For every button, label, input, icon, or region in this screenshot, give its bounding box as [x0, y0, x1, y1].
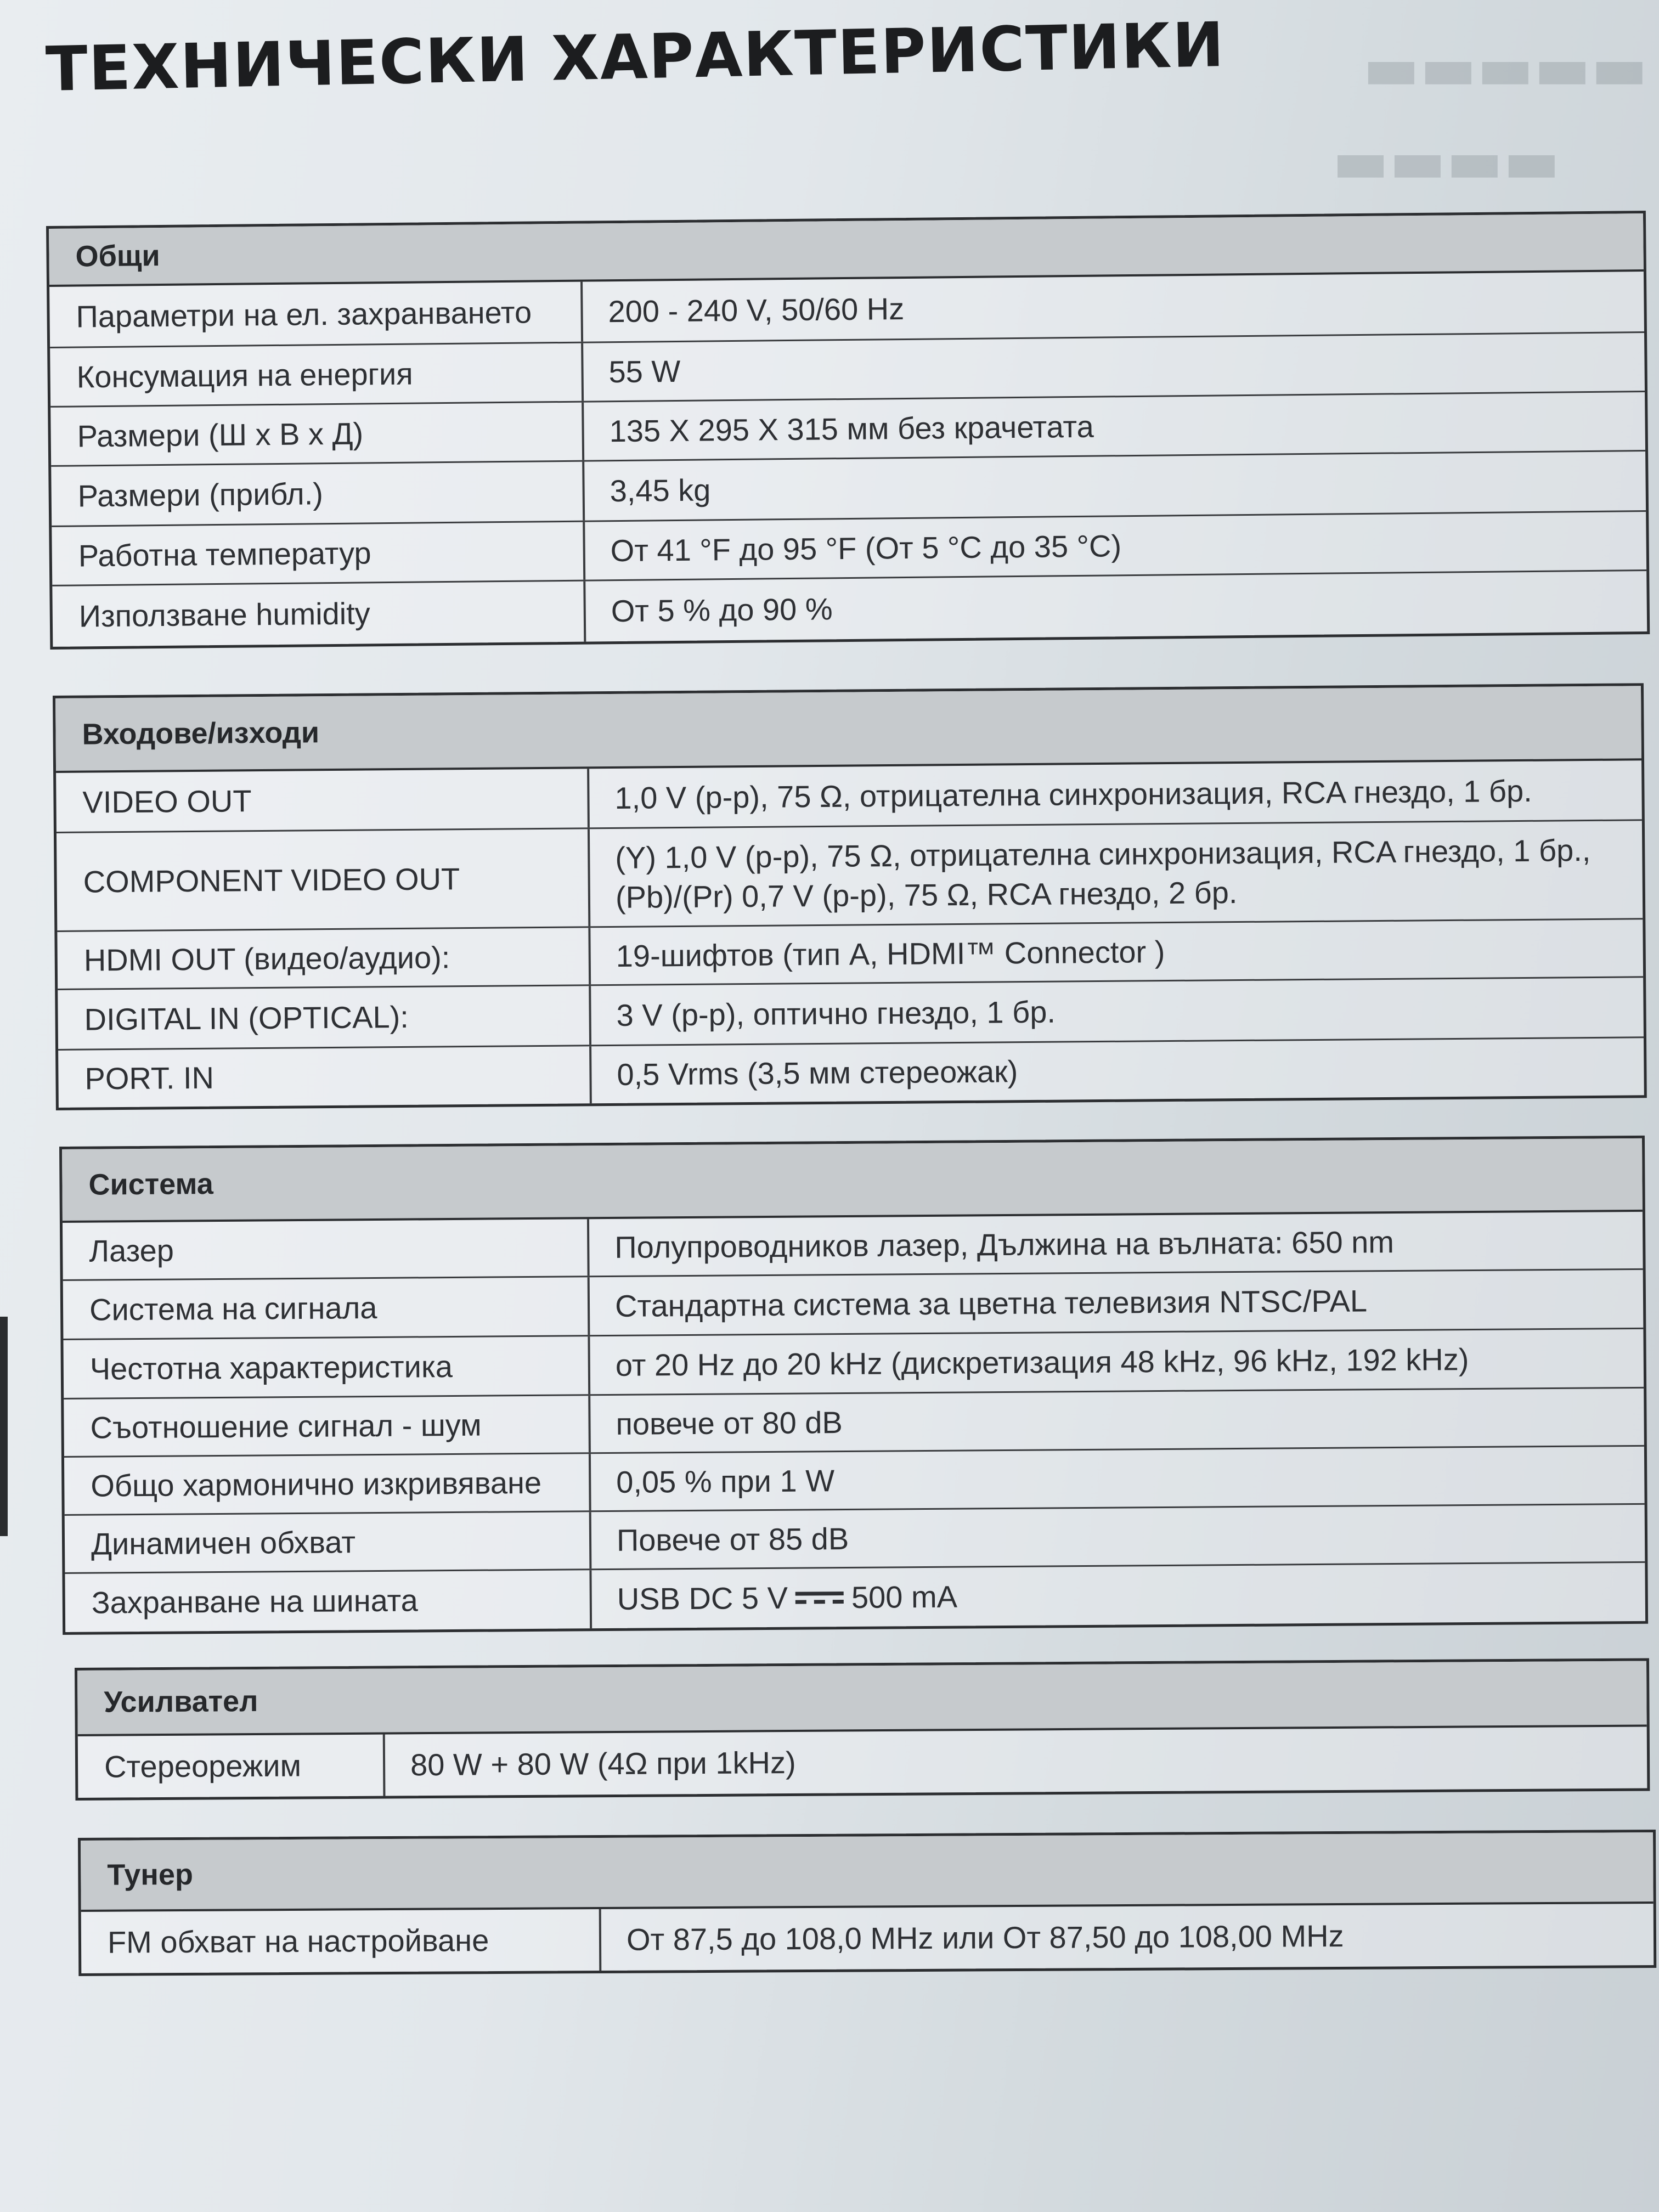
spec-section-tuner	[78, 1830, 1656, 1976]
row-value: Полупроводников лазер, Дължина на вълната: 650 nm	[614, 1224, 1395, 1265]
row-value: 3,45 kg	[610, 472, 711, 508]
row-value: 0,05 % при 1 W	[616, 1463, 835, 1499]
page-title: ТЕХНИЧЕСКИ ХАРАКТЕРИСТИКИ	[45, 9, 1226, 105]
row-label: Размери (Ш x В x Д)	[50, 403, 584, 465]
row-label: Параметри на ел. захранването	[49, 282, 583, 347]
row-value: 200 - 240 V, 50/60 Hz	[608, 291, 905, 329]
table-row	[58, 1038, 1644, 1108]
row-value: Повече от 85 dB	[616, 1521, 849, 1558]
table-row	[65, 1563, 1645, 1632]
page-edge-tab	[0, 1317, 8, 1536]
table-row	[81, 1904, 1654, 1973]
row-label: Стереорежим	[78, 1735, 386, 1798]
row-value: (Y) 1,0 V (p-p), 75 Ω, отрицателна синхронизация, RCA гнездо, 1 бр., (Pb)/(Pr) 0,7 V (p-p), 75 Ω, RCA гнездо, 2 бр.	[615, 832, 1591, 915]
row-value: от 20 Hz до 20 kHz (дискретизация 48 kHz, 96 kHz, 192 kHz)	[615, 1341, 1469, 1383]
row-value	[591, 1563, 1645, 1628]
row-label: Динамичен обхват	[65, 1512, 592, 1572]
row-value: 135 X 295 X 315 мм без крачетата	[609, 409, 1094, 448]
row-label: COMPONENT VIDEO OUT	[57, 829, 590, 930]
spec-section-system	[59, 1136, 1648, 1635]
section-header: Система	[62, 1138, 1643, 1223]
row-label: Консумация на енергия	[50, 343, 584, 406]
table-row	[57, 821, 1643, 932]
row-label: VIDEO OUT	[56, 769, 590, 832]
row-label: Общо хармонично изкривяване	[64, 1454, 591, 1514]
row-value: повече от 80 dB	[616, 1404, 843, 1441]
table-row	[63, 1270, 1644, 1340]
section-header: Общи	[49, 213, 1644, 287]
row-label: Захранване на шината	[65, 1570, 592, 1632]
row-value: От 87,5 до 108,0 MHz или От 87,50 до 108,00 MHz	[626, 1918, 1344, 1957]
row-value: Стандартна система за цветна телевизия NTSC/PAL	[614, 1283, 1368, 1323]
row-value: 55 W	[608, 353, 681, 389]
row-label: Размери (прибл.)	[51, 462, 585, 526]
dc-current-symbol-icon	[795, 1589, 844, 1606]
row-value: От 5 % до 90 %	[611, 591, 833, 629]
row-value: От 41 °F до 95 °F (От 5 °C до 35 °C)	[610, 528, 1122, 568]
section-header: Тунер	[81, 1832, 1654, 1912]
row-label: FM обхват на настройване	[81, 1909, 602, 1973]
row-value: 1,0 V (p-p), 75 Ω, отрицателна синхронизация, RCA гнездо, 1 бр.	[614, 773, 1532, 815]
row-label: DIGITAL IN (OPTICAL):	[58, 986, 591, 1049]
row-value: 0,5 Vrms (3,5 мм стереожак)	[617, 1054, 1018, 1092]
row-label: Честотна характеристика	[63, 1336, 590, 1398]
row-label: Система на сигнала	[63, 1277, 590, 1339]
show-through-text: ▬▬▬▬	[1332, 126, 1560, 196]
row-label: Съотношение сигнал - шум	[64, 1396, 591, 1456]
usb-dc-current: 500 mA	[851, 1579, 958, 1615]
usb-dc-voltage: USB DC 5 V	[617, 1580, 788, 1617]
table-row	[64, 1447, 1645, 1516]
row-label: Работна температур	[52, 522, 585, 585]
show-through-text: ▬▬▬▬▬	[1363, 33, 1648, 103]
table-row	[64, 1389, 1644, 1458]
row-value: 19-шифтов (тип A, HDMI™ Connector )	[616, 934, 1165, 973]
spec-section-amplifier	[75, 1658, 1650, 1801]
section-header: Усилвател	[77, 1661, 1647, 1736]
row-label: HDMI OUT (видео/аудио):	[57, 928, 591, 989]
row-value: 3 V (p-p), оптично гнездо, 1 бр.	[616, 994, 1056, 1032]
spec-section-general	[46, 211, 1650, 650]
table-row	[78, 1726, 1647, 1797]
row-label: Лазер	[63, 1219, 590, 1279]
spec-section-inputs-outputs	[53, 683, 1647, 1110]
table-row	[63, 1329, 1644, 1400]
row-label: Използване humidity	[52, 582, 586, 647]
table-row	[63, 1212, 1643, 1281]
row-value: 80 W + 80 W (4Ω при 1kHz)	[410, 1745, 796, 1782]
row-label: PORT. IN	[58, 1046, 592, 1108]
table-row	[65, 1505, 1645, 1574]
section-header: Входове/изходи	[55, 686, 1641, 773]
